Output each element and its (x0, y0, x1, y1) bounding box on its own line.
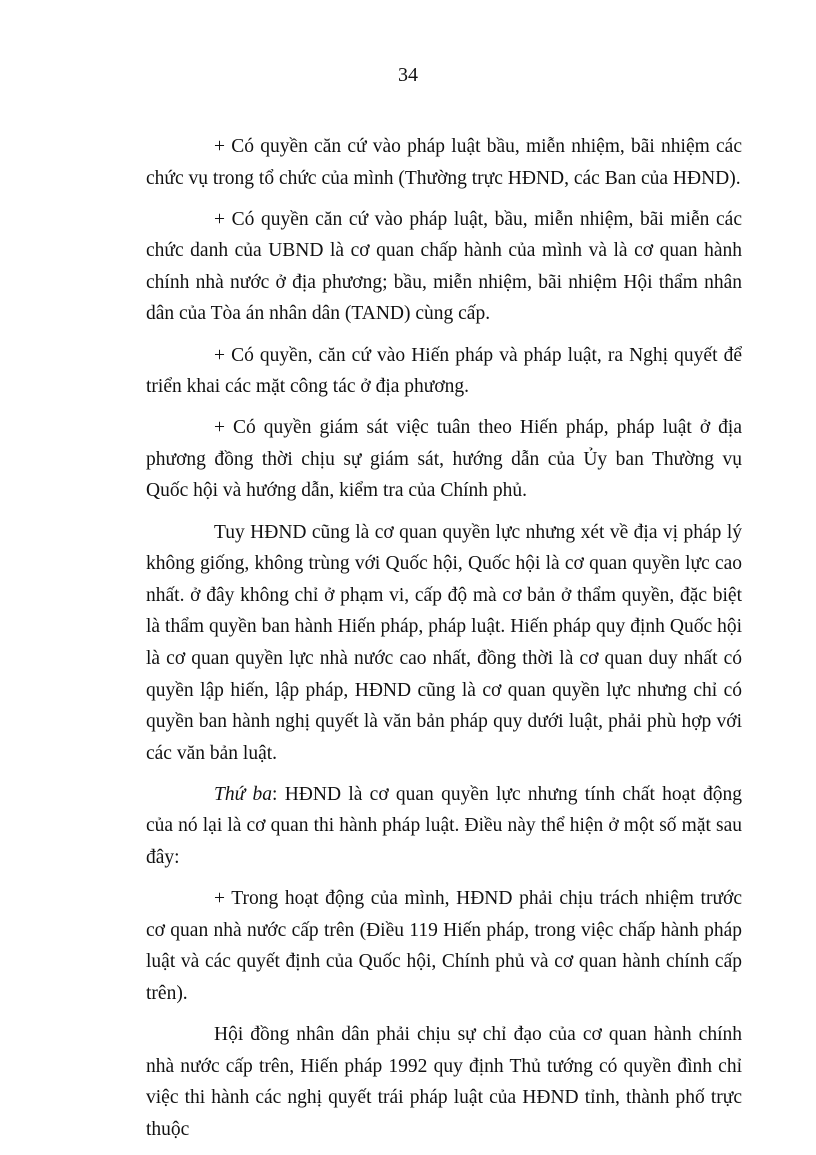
paragraph-issue-resolutions: + Có quyền, căn cứ vào Hiến pháp và pháp luật, ra Nghị quyết để triển khai các mặt công tác ở địa phương. (146, 344, 742, 398)
paragraph-supervision-right: + Có quyền giám sát việc tuân theo Hiến pháp, pháp luật ở địa phương đồng thời chịu sự giám sát, hướng dẫn của Ủy ban Thường vụ Quốc hội và hướng dẫn, kiểm tra của Chính phủ. (146, 417, 742, 502)
paragraph-responsibility-upper-level: + Trong hoạt động của mình, HĐND phải chịu trách nhiệm trước cơ quan nhà nước cấp trên (Điều 119 Hiến pháp, trong việc chấp hành pháp luật và các quyết định của Quốc hội, Chính phủ và cơ quan hành chính cấp trên). (146, 888, 742, 1004)
third-point-lead: Thứ ba (214, 783, 273, 805)
paragraph-comparison-national-assembly: Tuy HĐND cũng là cơ quan quyền lực nhưng xét về địa vị pháp lý không giống, không trùng với Quốc hội, Quốc hội là cơ quan quyền lực cao nhất. ở đây không chỉ ở phạm vi, cấp độ mà cơ bản ở thẩm quyền, đặc biệt là thẩm quyền ban hành Hiến pháp, pháp luật. Hiến pháp quy định Quốc hội là cơ quan quyền lực nhà nước cao nhất, đồng thời là cơ quan duy nhất có quyền lập hiến, lập pháp, HĐND cũng là cơ quan quyền lực nhưng chỉ có quyền ban hành nghị quyết là văn bản pháp quy dưới luật, phải phù hợp với các văn bản luật. (146, 521, 742, 764)
paragraph-elect-people-committee: + Có quyền căn cứ vào pháp luật, bầu, miễn nhiệm, bãi miễn các chức danh của UBND là cơ quan chấp hành của mình và là cơ quan hành chính nhà nước ở địa phương; bầu, miễn nhiệm, bãi nhiệm Hội thẩm nhân dân của Tòa án nhân dân (TAND) cùng cấp. (146, 208, 742, 325)
document-body (146, 131, 742, 1155)
paragraph-third-point (146, 779, 742, 874)
paragraph-elect-standing-committee: + Có quyền căn cứ vào pháp luật bầu, miễn nhiệm, bãi nhiệm các chức vụ trong tổ chức của mình (Thường trực HĐND, các Ban của HĐND). (146, 136, 742, 189)
page-number: 34 (398, 64, 418, 86)
third-point-text: : HĐND là cơ quan quyền lực nhưng tính chất hoạt động của nó lại là cơ quan thi hành pháp luật. Điều này thể hiện ở một số mặt sau đây: (146, 783, 742, 868)
paragraph-guidance-administration: Hội đồng nhân dân phải chịu sự chỉ đạo của cơ quan hành chính nhà nước cấp trên, Hiến pháp 1992 quy định Thủ tướng có quyền đình chỉ việc thi hành các nghị quyết trái pháp luật của HĐND tỉnh, thành phố trực thuộc (146, 1023, 742, 1140)
